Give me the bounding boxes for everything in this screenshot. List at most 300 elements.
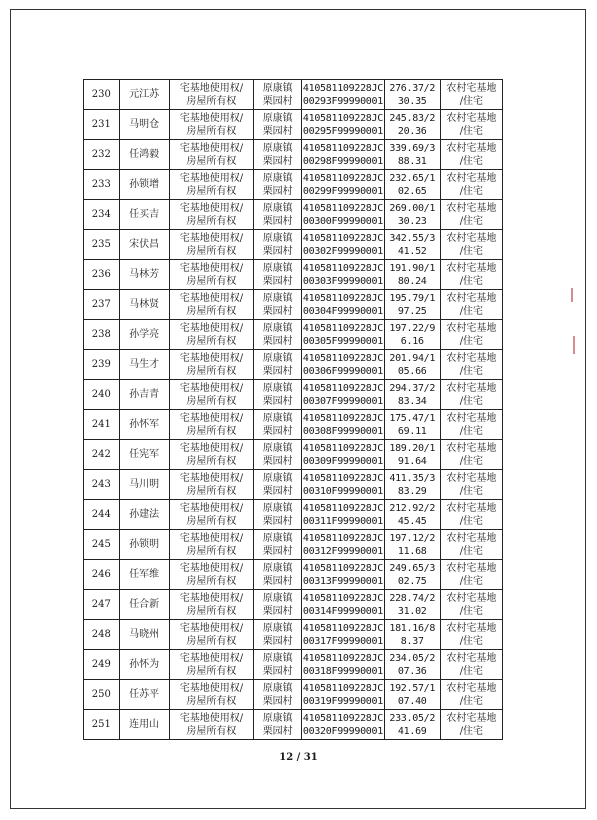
area-value xyxy=(384,260,440,290)
area-value-line: 232.65/1 xyxy=(389,172,436,184)
location-line: 原康镇 xyxy=(262,82,293,94)
right-type xyxy=(169,500,254,530)
area-value xyxy=(384,500,440,530)
owner-name: 孙建法 xyxy=(119,500,169,530)
seal-stamp-mark xyxy=(571,288,573,302)
land-use-line: /住宅 xyxy=(459,395,484,407)
location-line: 原康镇 xyxy=(262,142,293,154)
land-use xyxy=(440,500,502,530)
location xyxy=(254,230,302,260)
land-use-line: 农村宅基地 xyxy=(446,202,497,214)
area-value-line: 02.65 xyxy=(397,185,427,197)
location-line: 原康镇 xyxy=(262,232,293,244)
area-value-line: 83.34 xyxy=(397,395,427,407)
area-value-line: 212.92/2 xyxy=(389,502,436,514)
table-row xyxy=(84,440,503,470)
location-line: 栗园村 xyxy=(262,185,293,197)
certificate-code-line: 410581109228JC xyxy=(302,382,383,394)
right-type xyxy=(169,560,254,590)
land-use-line: /住宅 xyxy=(459,365,484,377)
right-type-line: 宅基地使用权/ xyxy=(179,382,244,394)
area-value-line: 69.11 xyxy=(397,425,427,437)
location-line: 原康镇 xyxy=(262,652,293,664)
area-value-line: 276.37/2 xyxy=(389,82,436,94)
area-value-line: 201.94/1 xyxy=(389,352,436,364)
certificate-code-line: 00317F99990001 xyxy=(302,635,383,647)
right-type-line: 宅基地使用权/ xyxy=(179,562,244,574)
table-body xyxy=(84,80,503,740)
land-use-line: 农村宅基地 xyxy=(446,112,497,124)
owner-name: 元江苏 xyxy=(119,80,169,110)
table-row xyxy=(84,170,503,200)
row-number: 230 xyxy=(84,80,120,110)
owner-name: 马林贤 xyxy=(119,290,169,320)
land-use-line: 农村宅基地 xyxy=(446,592,497,604)
right-type xyxy=(169,290,254,320)
location-line: 栗园村 xyxy=(262,485,293,497)
certificate-code-line: 00311F99990001 xyxy=(302,515,383,527)
owner-name: 马林芳 xyxy=(119,260,169,290)
area-value xyxy=(384,590,440,620)
certificate-code-line: 00319F99990001 xyxy=(302,695,383,707)
area-value-line: 05.66 xyxy=(397,365,427,377)
table-row xyxy=(84,650,503,680)
certificate-code-line: 00312F99990001 xyxy=(302,545,383,557)
certificate-code-line: 00295F99990001 xyxy=(302,125,383,137)
land-use xyxy=(440,620,502,650)
right-type-line: 房屋所有权 xyxy=(186,155,237,167)
location-line: 原康镇 xyxy=(262,202,293,214)
right-type xyxy=(169,650,254,680)
owner-name: 任合新 xyxy=(119,590,169,620)
seal-stamp-mark xyxy=(573,336,575,354)
right-type-line: 宅基地使用权/ xyxy=(179,292,244,304)
right-type-line: 宅基地使用权/ xyxy=(179,82,244,94)
location-line: 栗园村 xyxy=(262,155,293,167)
certificate-code-line: 00303F99990001 xyxy=(302,275,383,287)
right-type-line: 房屋所有权 xyxy=(186,455,237,467)
location-line: 原康镇 xyxy=(262,622,293,634)
land-use-line: 农村宅基地 xyxy=(446,172,497,184)
table-row xyxy=(84,680,503,710)
table-row xyxy=(84,230,503,260)
right-type xyxy=(169,530,254,560)
certificate-code xyxy=(302,440,385,470)
owner-name: 任苏平 xyxy=(119,680,169,710)
land-use-line: 农村宅基地 xyxy=(446,142,497,154)
table-row xyxy=(84,500,503,530)
location-line: 栗园村 xyxy=(262,365,293,377)
certificate-code-line: 410581109228JC xyxy=(302,292,383,304)
area-value-line: 294.37/2 xyxy=(389,382,436,394)
land-use-line: 农村宅基地 xyxy=(446,562,497,574)
land-use-line: 农村宅基地 xyxy=(446,442,497,454)
land-use-line: 农村宅基地 xyxy=(446,532,497,544)
land-use xyxy=(440,200,502,230)
registration-table xyxy=(83,79,503,740)
location-line: 原康镇 xyxy=(262,562,293,574)
right-type-line: 宅基地使用权/ xyxy=(179,202,244,214)
area-value xyxy=(384,80,440,110)
area-value xyxy=(384,710,440,740)
certificate-code xyxy=(302,230,385,260)
location-line: 栗园村 xyxy=(262,665,293,677)
table-row xyxy=(84,470,503,500)
land-use-line: 农村宅基地 xyxy=(446,472,497,484)
location xyxy=(254,560,302,590)
area-value-line: 234.05/2 xyxy=(389,652,436,664)
certificate-code xyxy=(302,140,385,170)
location xyxy=(254,170,302,200)
certificate-code-line: 00302F99990001 xyxy=(302,245,383,257)
area-value xyxy=(384,320,440,350)
row-number: 237 xyxy=(84,290,120,320)
certificate-code xyxy=(302,170,385,200)
certificate-code-line: 410581109228JC xyxy=(302,622,383,634)
owner-name: 孙怀军 xyxy=(119,410,169,440)
right-type xyxy=(169,170,254,200)
owner-name: 马川明 xyxy=(119,470,169,500)
land-use-line: /住宅 xyxy=(459,185,484,197)
area-value xyxy=(384,410,440,440)
right-type-line: 房屋所有权 xyxy=(186,635,237,647)
owner-name: 任鸿毅 xyxy=(119,140,169,170)
right-type xyxy=(169,470,254,500)
land-use-line: 农村宅基地 xyxy=(446,622,497,634)
table-row xyxy=(84,590,503,620)
owner-name: 孙怀为 xyxy=(119,650,169,680)
owner-name: 孙学亮 xyxy=(119,320,169,350)
location-line: 栗园村 xyxy=(262,425,293,437)
land-use xyxy=(440,80,502,110)
right-type-line: 宅基地使用权/ xyxy=(179,442,244,454)
right-type xyxy=(169,410,254,440)
area-value xyxy=(384,110,440,140)
land-use-line: /住宅 xyxy=(459,575,484,587)
right-type-line: 宅基地使用权/ xyxy=(179,472,244,484)
certificate-code-line: 410581109228JC xyxy=(302,172,383,184)
right-type-line: 房屋所有权 xyxy=(186,245,237,257)
area-value-line: 30.35 xyxy=(397,95,427,107)
certificate-code-line: 00308F99990001 xyxy=(302,425,383,437)
right-type-line: 房屋所有权 xyxy=(186,95,237,107)
area-value-line: 181.16/8 xyxy=(389,622,436,634)
land-use xyxy=(440,470,502,500)
land-use xyxy=(440,590,502,620)
row-number: 235 xyxy=(84,230,120,260)
area-value xyxy=(384,440,440,470)
area-value-line: 233.05/2 xyxy=(389,712,436,724)
certificate-code-line: 410581109228JC xyxy=(302,112,383,124)
certificate-code xyxy=(302,290,385,320)
area-value xyxy=(384,230,440,260)
row-number: 247 xyxy=(84,590,120,620)
location-line: 栗园村 xyxy=(262,335,293,347)
land-use xyxy=(440,140,502,170)
right-type-line: 宅基地使用权/ xyxy=(179,172,244,184)
location xyxy=(254,110,302,140)
owner-name: 孙锁明 xyxy=(119,530,169,560)
area-value-line: 245.83/2 xyxy=(389,112,436,124)
row-number: 236 xyxy=(84,260,120,290)
location-line: 栗园村 xyxy=(262,245,293,257)
right-type-line: 房屋所有权 xyxy=(186,695,237,707)
certificate-code xyxy=(302,260,385,290)
land-use xyxy=(440,290,502,320)
row-number: 239 xyxy=(84,350,120,380)
certificate-code-line: 410581109228JC xyxy=(302,442,383,454)
land-use xyxy=(440,350,502,380)
area-value-line: 20.36 xyxy=(397,125,427,137)
area-value-line: 197.12/2 xyxy=(389,532,436,544)
right-type-line: 宅基地使用权/ xyxy=(179,412,244,424)
owner-name: 任宪军 xyxy=(119,440,169,470)
land-use-line: /住宅 xyxy=(459,155,484,167)
location-line: 原康镇 xyxy=(262,682,293,694)
right-type-line: 房屋所有权 xyxy=(186,215,237,227)
right-type-line: 房屋所有权 xyxy=(186,335,237,347)
certificate-code xyxy=(302,530,385,560)
land-use xyxy=(440,710,502,740)
certificate-code xyxy=(302,560,385,590)
area-value-line: 97.25 xyxy=(397,305,427,317)
owner-name: 任买吉 xyxy=(119,200,169,230)
certificate-code-line: 410581109228JC xyxy=(302,502,383,514)
table-row xyxy=(84,80,503,110)
certificate-code-line: 00293F99990001 xyxy=(302,95,383,107)
certificate-code xyxy=(302,590,385,620)
location-line: 原康镇 xyxy=(262,532,293,544)
area-value-line: 8.37 xyxy=(400,635,424,647)
land-use xyxy=(440,530,502,560)
location xyxy=(254,590,302,620)
certificate-code-line: 410581109228JC xyxy=(302,592,383,604)
land-use-line: /住宅 xyxy=(459,455,484,467)
area-value xyxy=(384,530,440,560)
table-row xyxy=(84,530,503,560)
owner-name: 马晓州 xyxy=(119,620,169,650)
land-use-line: /住宅 xyxy=(459,215,484,227)
right-type-line: 宅基地使用权/ xyxy=(179,142,244,154)
right-type-line: 房屋所有权 xyxy=(186,125,237,137)
right-type-line: 房屋所有权 xyxy=(186,185,237,197)
right-type xyxy=(169,260,254,290)
land-use-line: /住宅 xyxy=(459,665,484,677)
right-type xyxy=(169,380,254,410)
row-number: 248 xyxy=(84,620,120,650)
right-type xyxy=(169,440,254,470)
location-line: 原康镇 xyxy=(262,412,293,424)
land-use-line: 农村宅基地 xyxy=(446,652,497,664)
right-type xyxy=(169,620,254,650)
land-use-line: /住宅 xyxy=(459,95,484,107)
location-line: 栗园村 xyxy=(262,725,293,737)
area-value-line: 31.02 xyxy=(397,605,427,617)
certificate-code-line: 00320F99990001 xyxy=(302,725,383,737)
area-value xyxy=(384,170,440,200)
area-value-line: 339.69/3 xyxy=(389,142,436,154)
row-number: 241 xyxy=(84,410,120,440)
area-value xyxy=(384,200,440,230)
location-line: 栗园村 xyxy=(262,605,293,617)
location-line: 原康镇 xyxy=(262,442,293,454)
certificate-code-line: 410581109228JC xyxy=(302,232,383,244)
right-type-line: 房屋所有权 xyxy=(186,575,237,587)
certificate-code-line: 410581109228JC xyxy=(302,652,383,664)
area-value xyxy=(384,620,440,650)
location-line: 原康镇 xyxy=(262,322,293,334)
land-use xyxy=(440,650,502,680)
area-value-line: 175.47/1 xyxy=(389,412,436,424)
certificate-code-line: 410581109228JC xyxy=(302,412,383,424)
certificate-code xyxy=(302,380,385,410)
row-number: 233 xyxy=(84,170,120,200)
land-use-line: /住宅 xyxy=(459,725,484,737)
land-use-line: /住宅 xyxy=(459,515,484,527)
table-row xyxy=(84,110,503,140)
owner-name: 马生才 xyxy=(119,350,169,380)
location-line: 原康镇 xyxy=(262,592,293,604)
location xyxy=(254,530,302,560)
area-value-line: 195.79/1 xyxy=(389,292,436,304)
certificate-code-line: 00314F99990001 xyxy=(302,605,383,617)
certificate-code-line: 00313F99990001 xyxy=(302,575,383,587)
owner-name: 孙锁增 xyxy=(119,170,169,200)
certificate-code-line: 00309F99990001 xyxy=(302,455,383,467)
location xyxy=(254,380,302,410)
right-type xyxy=(169,140,254,170)
right-type-line: 宅基地使用权/ xyxy=(179,352,244,364)
area-value xyxy=(384,350,440,380)
area-value-line: 6.16 xyxy=(400,335,424,347)
area-value-line: 07.40 xyxy=(397,695,427,707)
location xyxy=(254,650,302,680)
location-line: 原康镇 xyxy=(262,502,293,514)
right-type-line: 宅基地使用权/ xyxy=(179,652,244,664)
certificate-code-line: 00318F99990001 xyxy=(302,665,383,677)
land-use-line: /住宅 xyxy=(459,305,484,317)
table-row xyxy=(84,140,503,170)
row-number: 249 xyxy=(84,650,120,680)
right-type-line: 宅基地使用权/ xyxy=(179,502,244,514)
area-value xyxy=(384,680,440,710)
land-use xyxy=(440,380,502,410)
area-value-line: 269.00/1 xyxy=(389,202,436,214)
area-value-line: 192.57/1 xyxy=(389,682,436,694)
certificate-code-line: 00305F99990001 xyxy=(302,335,383,347)
location-line: 栗园村 xyxy=(262,305,293,317)
land-use-line: 农村宅基地 xyxy=(446,82,497,94)
certificate-code-line: 410581109228JC xyxy=(302,352,383,364)
land-use-line: /住宅 xyxy=(459,335,484,347)
location-line: 原康镇 xyxy=(262,112,293,124)
certificate-code-line: 00304F99990001 xyxy=(302,305,383,317)
land-use-line: /住宅 xyxy=(459,245,484,257)
certificate-code-line: 410581109228JC xyxy=(302,682,383,694)
location xyxy=(254,680,302,710)
location-line: 原康镇 xyxy=(262,382,293,394)
owner-name: 连用山 xyxy=(119,710,169,740)
land-use-line: 农村宅基地 xyxy=(446,382,497,394)
table-row xyxy=(84,350,503,380)
right-type-line: 宅基地使用权/ xyxy=(179,712,244,724)
right-type-line: 房屋所有权 xyxy=(186,605,237,617)
land-use-line: 农村宅基地 xyxy=(446,232,497,244)
land-use xyxy=(440,320,502,350)
area-value xyxy=(384,650,440,680)
row-number: 250 xyxy=(84,680,120,710)
land-use-line: 农村宅基地 xyxy=(446,262,497,274)
certificate-code-line: 410581109228JC xyxy=(302,472,383,484)
land-use xyxy=(440,680,502,710)
area-value-line: 11.68 xyxy=(397,545,427,557)
certificate-code-line: 00307F99990001 xyxy=(302,395,383,407)
owner-name: 任军维 xyxy=(119,560,169,590)
area-value-line: 41.69 xyxy=(397,725,427,737)
right-type-line: 房屋所有权 xyxy=(186,275,237,287)
right-type-line: 房屋所有权 xyxy=(186,395,237,407)
land-use-line: /住宅 xyxy=(459,485,484,497)
land-use-line: 农村宅基地 xyxy=(446,352,497,364)
location xyxy=(254,470,302,500)
certificate-code xyxy=(302,320,385,350)
table-row xyxy=(84,320,503,350)
area-value-line: 191.90/1 xyxy=(389,262,436,274)
right-type xyxy=(169,350,254,380)
row-number: 243 xyxy=(84,470,120,500)
certificate-code xyxy=(302,470,385,500)
right-type xyxy=(169,200,254,230)
certificate-code xyxy=(302,650,385,680)
certificate-code xyxy=(302,350,385,380)
location-line: 栗园村 xyxy=(262,395,293,407)
certificate-code-line: 00310F99990001 xyxy=(302,485,383,497)
location xyxy=(254,290,302,320)
right-type xyxy=(169,320,254,350)
land-use xyxy=(440,110,502,140)
area-value-line: 30.23 xyxy=(397,215,427,227)
right-type xyxy=(169,80,254,110)
table-row xyxy=(84,290,503,320)
certificate-code-line: 00299F99990001 xyxy=(302,185,383,197)
location xyxy=(254,200,302,230)
certificate-code xyxy=(302,200,385,230)
location-line: 原康镇 xyxy=(262,262,293,274)
right-type xyxy=(169,230,254,260)
owner-name: 宋伏昌 xyxy=(119,230,169,260)
table-row xyxy=(84,410,503,440)
location xyxy=(254,260,302,290)
right-type-line: 宅基地使用权/ xyxy=(179,532,244,544)
area-value xyxy=(384,140,440,170)
location xyxy=(254,320,302,350)
certificate-code xyxy=(302,710,385,740)
right-type-line: 房屋所有权 xyxy=(186,665,237,677)
certificate-code xyxy=(302,410,385,440)
table-row xyxy=(84,380,503,410)
location-line: 栗园村 xyxy=(262,125,293,137)
certificate-code-line: 00306F99990001 xyxy=(302,365,383,377)
area-value xyxy=(384,560,440,590)
location xyxy=(254,350,302,380)
right-type-line: 宅基地使用权/ xyxy=(179,622,244,634)
location xyxy=(254,500,302,530)
land-use-line: 农村宅基地 xyxy=(446,412,497,424)
right-type xyxy=(169,110,254,140)
row-number: 245 xyxy=(84,530,120,560)
land-use xyxy=(440,230,502,260)
right-type-line: 宅基地使用权/ xyxy=(179,322,244,334)
